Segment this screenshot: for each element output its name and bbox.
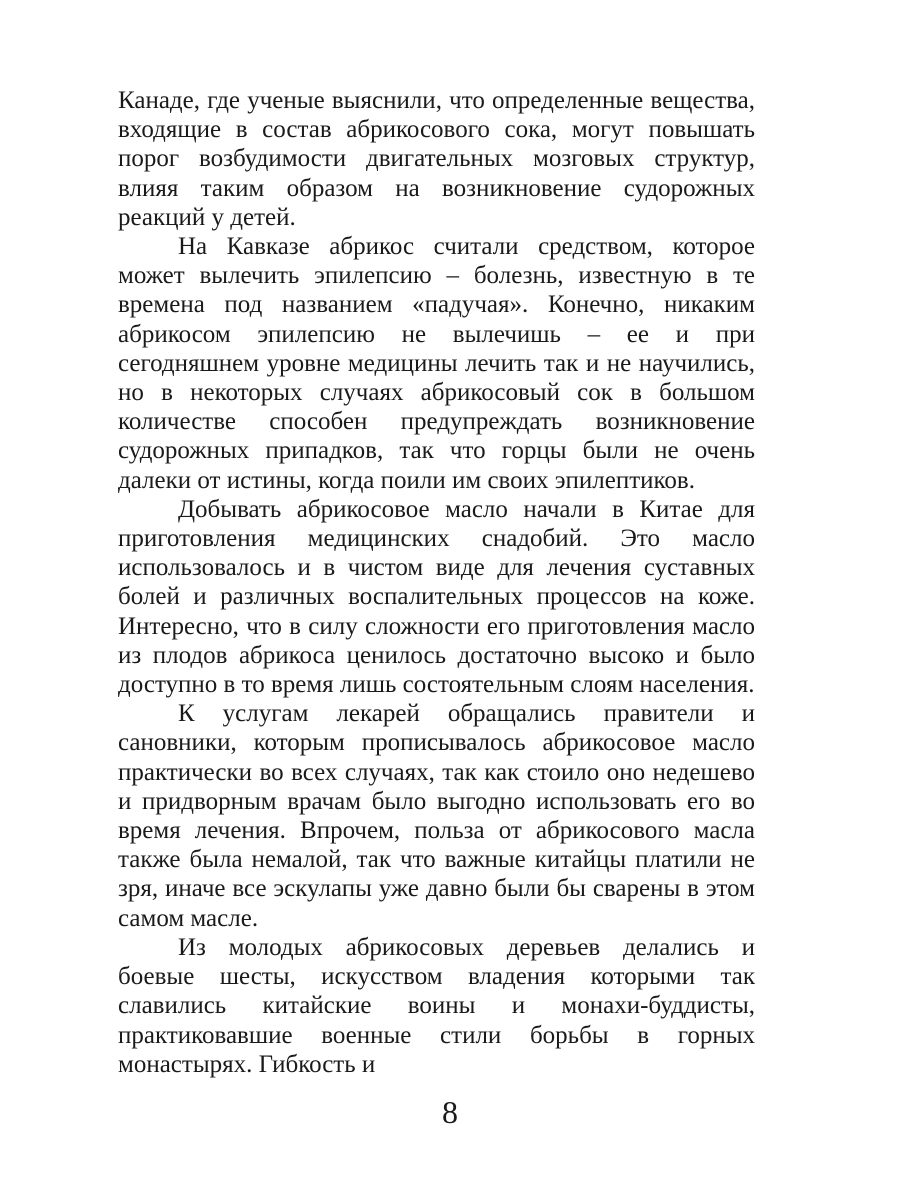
- page-body: [118, 86, 755, 1079]
- paragraph: К услугам лекарей обращались правители и сановники, которым прописывалось абрикосовое масло практически во всех случаях, так как стоило оно недешево и придворным врачам было выгодно использовать его во время лечения. Впрочем, польза от абрикосового масла также была немалой, так что важные китайцы платили не зря, иначе все эскулапы уже давно были бы сварены в этом самом масле.: [118, 700, 755, 932]
- paragraph: Из молодых абрикосовых деревьев делались и боевые шесты, искусством владения которыми так славились китайские воины и монахи-буддисты, практиковавшие военные стили борьбы в горных монастырях. Гибкость и: [118, 933, 755, 1078]
- page-number: 8: [442, 1094, 458, 1130]
- paragraph: Добывать абрикосовое масло начали в Китае для приготовления медицинских снадобий. Это масло использовалось и в чистом виде для лечения суставных болей и различных воспалительных процессов на коже. Интересно, что в силу сложности его приготовления масло из плодов абрикоса ценилось достаточно высоко и было доступно в то время лишь состоятельным слоям населения.: [118, 495, 755, 699]
- paragraph: Канаде, где ученые выяснили, что определенные вещества, входящие в состав абрикосового сока, могут повышать порог возбудимости двигательных мозговых структур, влияя таким образом на возникновение судорожных реакций у детей.: [118, 87, 755, 231]
- paragraph: На Кавказе абрикос считали средством, которое может вылечить эпилепсию – болезнь, известную в те времена под названием «падучая». Конечно, никаким абрикосом эпилепсию не вылечишь – ее и при сегодняшнем уровне медицины лечить так и не научились, но в некоторых случаях абрикосовый сок в большом количестве способен предупреждать возникновение судорожных припадков, так что горцы были не очень далеки от истины, когда поили им своих эпилептиков.: [118, 233, 755, 494]
